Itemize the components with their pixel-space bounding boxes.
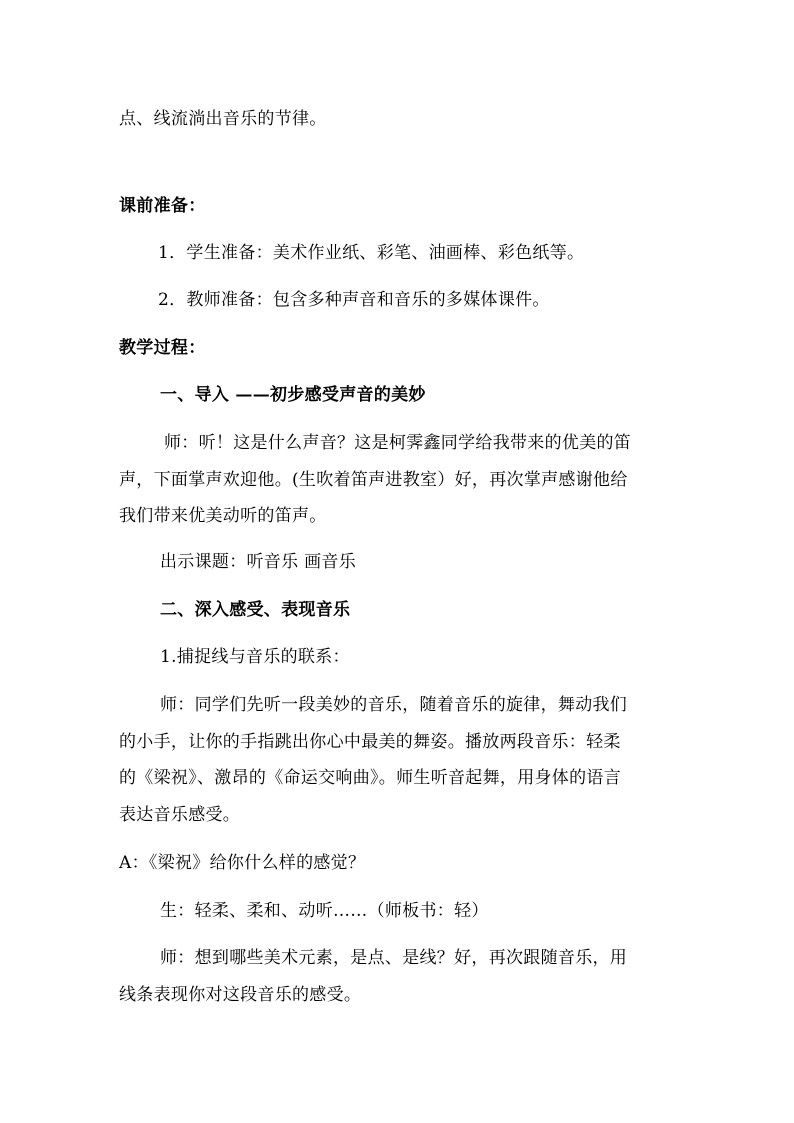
paragraph-line: 声，下面掌声欢迎他。(生吹着笛声进教室）好，再次掌声感谢他给 <box>119 470 628 490</box>
paragraph-line: 的小手，让你的手指跳出你心中最美的舞姿。播放两段音乐：轻柔 <box>119 732 621 752</box>
section-heading-process: 教学过程： <box>119 338 206 358</box>
paragraph-line: 点、线流淌出音乐的节律。 <box>119 109 327 129</box>
paragraph-line: 表达音乐感受。 <box>119 805 241 825</box>
paragraph-line: 师：听！这是什么声音？这是柯霁鑫同学给我带来的优美的笛 <box>164 433 632 453</box>
paragraph-line: 师：想到哪些美术元素，是点、是线？好，再次跟随音乐，用 <box>160 948 628 968</box>
list-item-teacher-prep: 2．教师准备：包含多种声音和音乐的多媒体课件。 <box>158 290 550 310</box>
subsection-heading-intro: 一、导入 ——初步感受声音的美妙 <box>160 385 426 405</box>
subsection-heading-deep: 二、深入感受、表现音乐 <box>160 600 351 620</box>
paragraph-line: 1.捕捉线与音乐的联系： <box>160 647 350 667</box>
paragraph-line: 生：轻柔、柔和、动听……（师板书：轻） <box>160 901 489 921</box>
list-item-student-prep: 1．学生准备：美术作业纸、彩笔、油画棒、彩色纸等。 <box>158 243 585 263</box>
question-line: A：《梁祝》给你什么样的感觉？ <box>119 853 366 873</box>
paragraph-line: 我们带来优美动听的笛声。 <box>119 506 327 526</box>
lesson-title-line: 出示课题：听音乐 画音乐 <box>160 552 357 572</box>
paragraph-line: 师：同学们先听一段美妙的音乐，随着音乐的旋律，舞动我们 <box>160 695 628 715</box>
paragraph-line: 的《梁祝》、激昂的《命运交响曲》。师生听音起舞，用身体的语言 <box>119 768 621 788</box>
paragraph-line: 线条表现你对这段音乐的感受。 <box>119 985 362 1005</box>
section-heading-preparation: 课前准备： <box>119 196 206 216</box>
